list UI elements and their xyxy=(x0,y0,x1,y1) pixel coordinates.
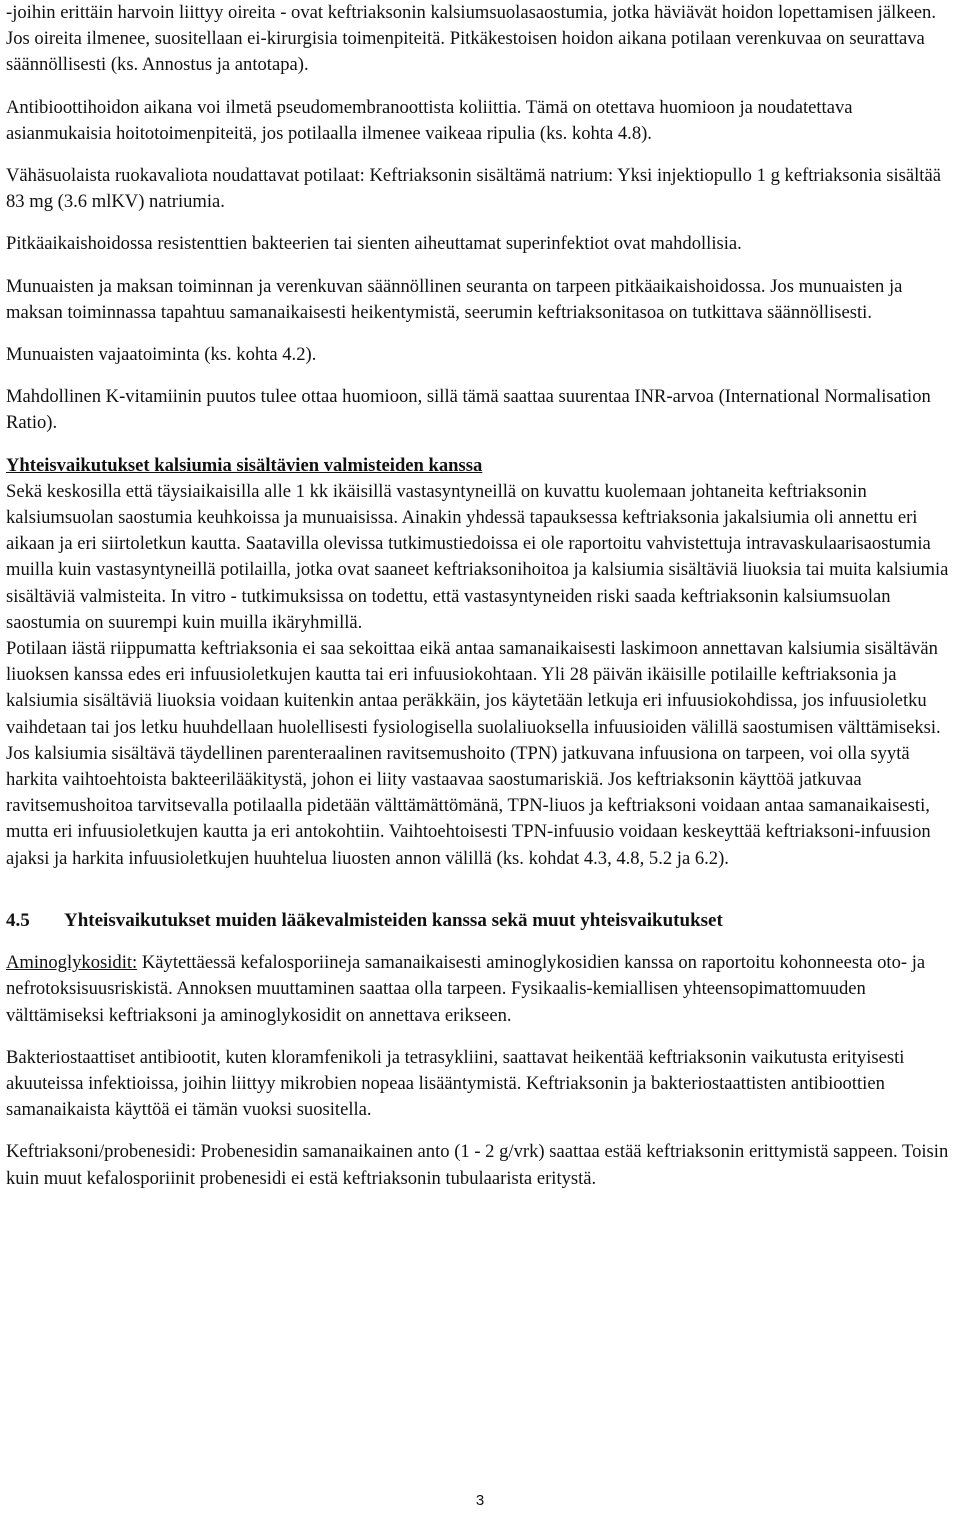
calcium-interaction-heading: Yhteisvaikutukset kalsiumia sisältävien valmisteiden kanssa xyxy=(6,454,483,476)
section-heading xyxy=(6,908,954,934)
document-page xyxy=(6,0,954,1192)
paragraph-monitoring: Munuaisten ja maksan toiminnan ja verenkuvan säännöllinen seuranta on tarpeen pitkäaikaishoidossa. Jos munuaisten ja maksan toiminnassa tapahtuu samanaikaisesti heikentymistä, seerumin keftriaksonitasoa on tutkittava säännöllisesti. xyxy=(6,275,903,323)
paragraph-probenecid: Keftriaksoni/probenesidi: Probenesidin samanaikainen anto (1 - 2 g/vrk) saattaa estää keftriaksonin erittymistä sappeen. Toisin kuin muut kefalosporiinit probenesidi ei estä keftriaksonin tubulaarista eritystä. xyxy=(6,1141,949,1189)
paragraph-renal: Munuaisten vajaatoiminta (ks. kohta 4.2). xyxy=(6,344,317,366)
paragraph-vitamin-k: Mahdollinen K-vitamiinin puutos tulee ottaa huomioon, sillä tämä saattaa suurentaa INR-arvoa (International Normalisation Ratio). xyxy=(6,386,931,434)
aminoglycosides-label: Aminoglykosidit: xyxy=(6,952,138,974)
paragraph-superinfection: Pitkäaikaishoidossa resistenttien bakteerien tai sienten aiheuttamat superinfektiot ovat mahdollisia. xyxy=(6,233,742,255)
paragraph-infusion: Potilaan iästä riippumatta keftriaksonia ei saa sekoittaa eikä antaa samanaikaisesti laskimoon annettavan kalsiumia sisältävän liuoksen kanssa edes eri infuusioletkujen kautta tai eri infuusiokohtaan. Yli 28 päivän ikäisille potilaille keftriaksonia ja kalsiumia sisältäviä liuoksia voidaan kuitenkin antaa peräkkäin, jos käytetään letkuja eri infuusiokohdissa, jos infuusioletku vaihdetaan tai jos letku huuhdellaan huolellisesti fysiologisella suolaliuoksella infuusioiden välillä saostumisen välttämiseksi. Jos kalsiumia sisältävä täydellinen parenteraalinen ravitsemushoito (TPN) jatkuvana infuusiona on tarpeen, voi olla syytä harkita vaihtoehtoista bakteerilääkitystä, johon ei liity vastaavaa saostumariskiä. Jos keftriaksonin käyttöä jatkuvaa ravitsemushoitoa tarvitsevalla potilaalla pidetään välttämättömänä, TPN-liuos ja keftriaksoni voidaan antaa samanaikaisesti, mutta eri infuusioletkujen kautta ja eri antokohtiin. Vaihtoehtoisesti TPN-infuusio voidaan keskeyttää keftriaksoni-infuusion ajaksi ja harkita infuusioletkujen huuhtelua liuosten annon välillä (ks. kohdat 4.3, 4.8, 5.2 ja 6.2). xyxy=(6,638,941,869)
section-number: 4.5 xyxy=(6,909,30,931)
paragraph-aminoglycosides xyxy=(6,950,954,1029)
paragraph-colitis: Antibioottihoidon aikana voi ilmetä pseudomembranoottista koliittia. Tämä on otettava huomioon ja noudatettava asianmukaisia hoitotoimenpiteitä, jos potilaalla ilmenee vaikeaa ripulia (ks. kohta 4.8). xyxy=(6,96,853,144)
paragraph-neonates: Sekä keskosilla että täysiaikaisilla alle 1 kk ikäisillä vastasyntyneillä on kuvattu kuolemaan johtaneita keftriaksonin kalsiumsuolan saostumia keuhkoissa ja munuaisissa. Ainakin yhdessä tapauksessa keftriaksonia jakalsiumia oli annettu eri aikaan ja eri siirtoletkun kautta. Saatavilla olevissa tutkimustiedoissa ei ole raportoitu vahvistettuja intravaskulaarisaostumia muilla kuin vastasyntyneillä potilailla, jotka ovat saaneet keftriaksonihoitoa ja kalsiumia sisältäviä liuoksia tai muita kalsiumia sisältäviä valmisteita. In vitro - tutkimuksissa on todettu, että vastasyntyneiden riski saada keftriaksonin kalsiumsuolan saostumia on suurempi kuin muilla ikäryhmillä. xyxy=(6,480,949,633)
aminoglycosides-text: Käytettäessä kefalosporiineja samanaikaisesti aminoglykosidien kanssa on raportoitu kohonneesta oto- ja nefrotoksisuusriskistä. Annoksen muuttaminen saattaa olla tarpeen. Fysikaalis-kemiallisen yhteensopimattomuuden välttämiseksi keftriaksoni ja aminoglykosidit on annettava erikseen. xyxy=(6,952,926,1026)
paragraph-calcium-precipitates: -joihin erittäin harvoin liittyy oireita - ovat keftriaksonin kalsiumsuolasaostumia, jotka häviävät hoidon lopettamisen jälkeen. Jos oireita ilmenee, suositellaan ei-kirurgisia toimenpiteitä. Pitkäkestoisen hoidon aikana potilaan verenkuvaa on seurattava säännöllisesti (ks. Annostus ja antotapa). xyxy=(6,2,936,76)
paragraph-sodium: Vähäsuolaista ruokavaliota noudattavat potilaat: Keftriaksonin sisältämä natrium: Yksi injektiopullo 1 g keftriaksonia sisältää 83 mg (3.6 mlKV) natriumia. xyxy=(6,165,941,213)
section-title: Yhteisvaikutukset muiden lääkevalmisteiden kanssa sekä muut yhteisvaikutukset xyxy=(64,909,723,931)
paragraph-bacteriostatic: Bakteriostaattiset antibiootit, kuten kloramfenikoli ja tetrasykliini, saattavat heikentää keftriaksonin vaikutusta erityisesti akuuteissa infektioissa, joihin liittyy mikrobien nopeaa lisääntymistä. Keftriaksonin ja bakteriostaattisten antibioottien samanaikaista käyttöä ei tämän vuoksi suositella. xyxy=(6,1046,905,1121)
page-number: 3 xyxy=(475,1492,485,1509)
